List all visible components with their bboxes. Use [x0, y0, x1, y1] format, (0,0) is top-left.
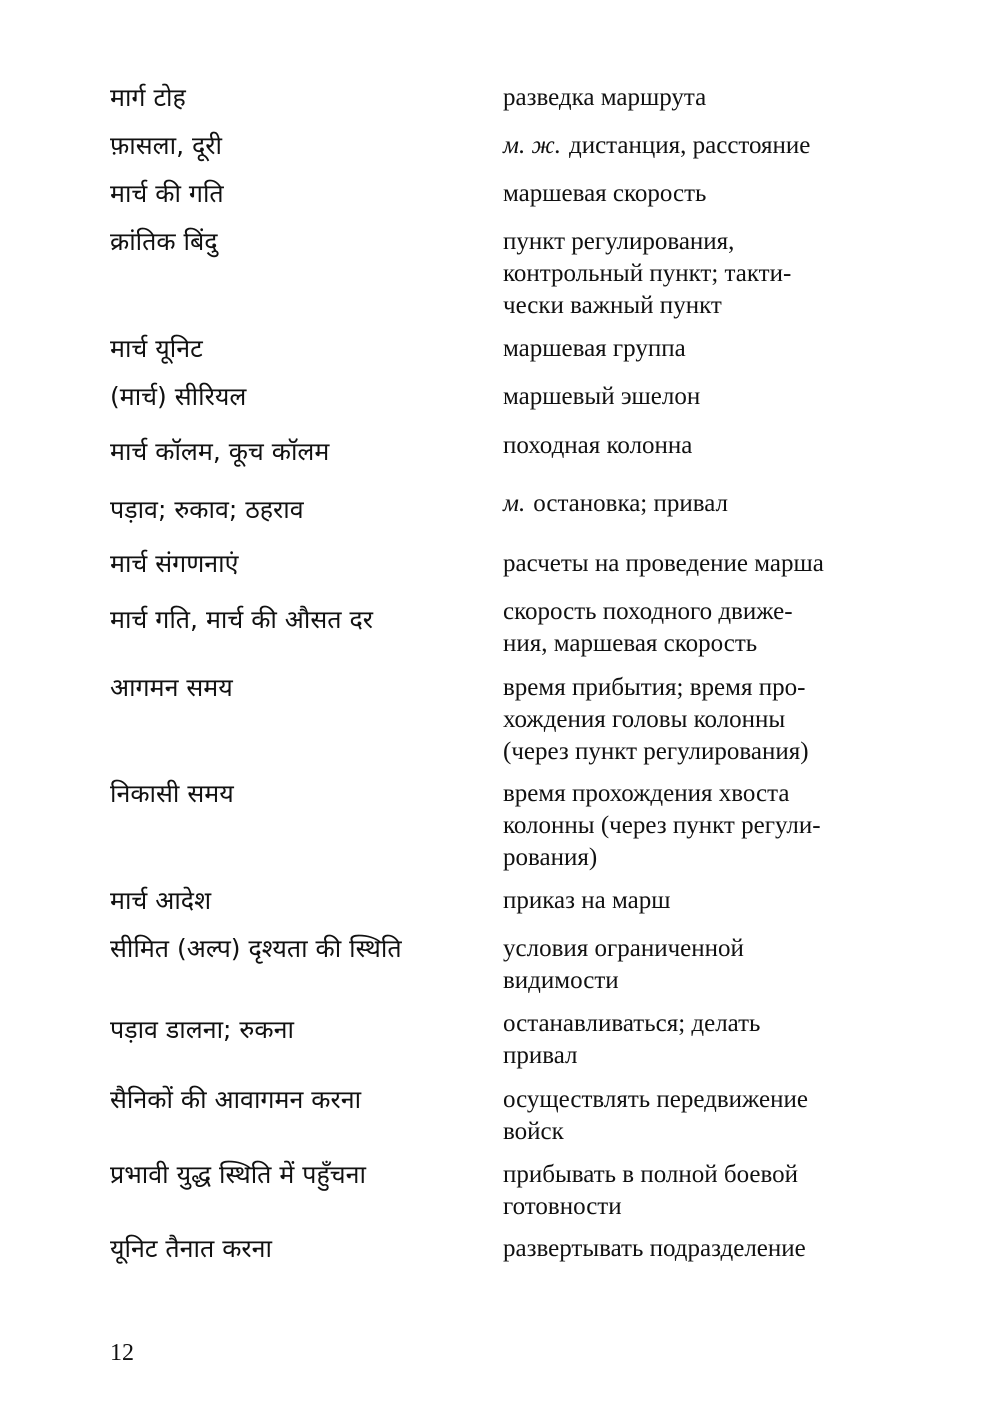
translation-line: время прохождения хвоста — [503, 780, 790, 807]
russian-translation — [503, 82, 903, 114]
hindi-term: पड़ाव; रुकाव; ठहराव — [110, 495, 304, 524]
russian-translation — [503, 1008, 903, 1072]
hindi-term: प्रभावी युद्ध स्थिति में पहुँचना — [110, 1160, 366, 1189]
hindi-term: सीमित (अल्प) दृश्यता की स्थिति — [110, 934, 402, 963]
russian-translation — [503, 430, 903, 462]
translation-line: войск — [503, 1118, 564, 1145]
translation-line: время прибытия; время про- — [503, 674, 806, 701]
russian-translation — [503, 1084, 903, 1148]
translation-line: остановка; привал — [533, 490, 729, 517]
russian-translation — [503, 548, 903, 580]
russian-translation — [503, 333, 903, 365]
translation-line: колонны (через пункт регули- — [503, 812, 821, 839]
hindi-term: मार्च आदेश — [110, 886, 212, 915]
translation-line: маршевый эшелон — [503, 383, 701, 410]
translation-line: дистанция, расстояние — [568, 132, 811, 159]
translation-line: маршевая скорость — [503, 180, 707, 207]
translation-line: прибывать в полной боевой — [503, 1161, 798, 1188]
grammar-label: м. ж. — [503, 132, 561, 159]
translation-line: хождения головы колонны — [503, 706, 786, 733]
hindi-term: क्रांतिक बिंदु — [110, 227, 218, 256]
translation-line: разведка маршрута — [503, 84, 707, 111]
translation-line: скорость походного движе- — [503, 598, 793, 625]
russian-translation — [503, 381, 903, 413]
translation-line: видимости — [503, 967, 619, 994]
hindi-term: मार्च कॉलम, कूच कॉलम — [110, 437, 330, 466]
russian-translation — [503, 778, 903, 874]
russian-translation — [503, 130, 903, 162]
russian-translation — [503, 596, 903, 660]
hindi-term: आगमन समय — [110, 673, 233, 702]
translation-line: (через пункт регулирования) — [503, 738, 809, 765]
russian-translation — [503, 488, 903, 520]
translation-line: приказ на марш — [503, 887, 671, 914]
russian-translation — [503, 672, 903, 768]
translation-line: рования) — [503, 844, 598, 871]
translation-line: останавливаться; делать — [503, 1010, 761, 1037]
translation-line: осуществлять передвижение — [503, 1086, 808, 1113]
russian-translation — [503, 885, 903, 917]
grammar-label: м. — [503, 490, 526, 517]
russian-translation — [503, 1233, 903, 1265]
hindi-term: फ़ासला, दूरी — [110, 131, 222, 160]
translation-line: привал — [503, 1042, 578, 1069]
translation-line: условия ограниченной — [503, 935, 744, 962]
russian-translation — [503, 933, 903, 997]
translation-line: маршевая группа — [503, 335, 686, 362]
translation-line: готовности — [503, 1193, 622, 1220]
hindi-term: मार्च संगणनाएं — [110, 549, 239, 578]
translation-line: пункт регулирования, — [503, 228, 735, 255]
page-number: 12 — [110, 1340, 134, 1366]
translation-line: ния, маршевая скорость — [503, 630, 758, 657]
russian-translation — [503, 226, 903, 322]
hindi-term: सैनिकों की आवागमन करना — [110, 1085, 362, 1114]
russian-translation — [503, 1159, 903, 1223]
hindi-term: पड़ाव डालना; रुकना — [110, 1015, 294, 1044]
hindi-term: यूनिट तैनात करना — [110, 1234, 272, 1263]
translation-line: контрольный пункт; такти- — [503, 260, 792, 287]
translation-line: расчеты на проведение марша — [503, 550, 824, 577]
translation-line: развертывать подразделение — [503, 1235, 806, 1262]
hindi-term: मार्ग टोह — [110, 83, 186, 112]
hindi-term: (मार्च) सीरियल — [110, 382, 247, 411]
russian-translation — [503, 178, 903, 210]
hindi-term: निकासी समय — [110, 779, 234, 808]
hindi-term: मार्च की गति — [110, 179, 224, 208]
hindi-term: मार्च यूनिट — [110, 334, 203, 363]
translation-line: чески важный пункт — [503, 292, 722, 319]
hindi-term: मार्च गति, मार्च की औसत दर — [110, 605, 373, 634]
translation-line: походная колонна — [503, 432, 693, 459]
